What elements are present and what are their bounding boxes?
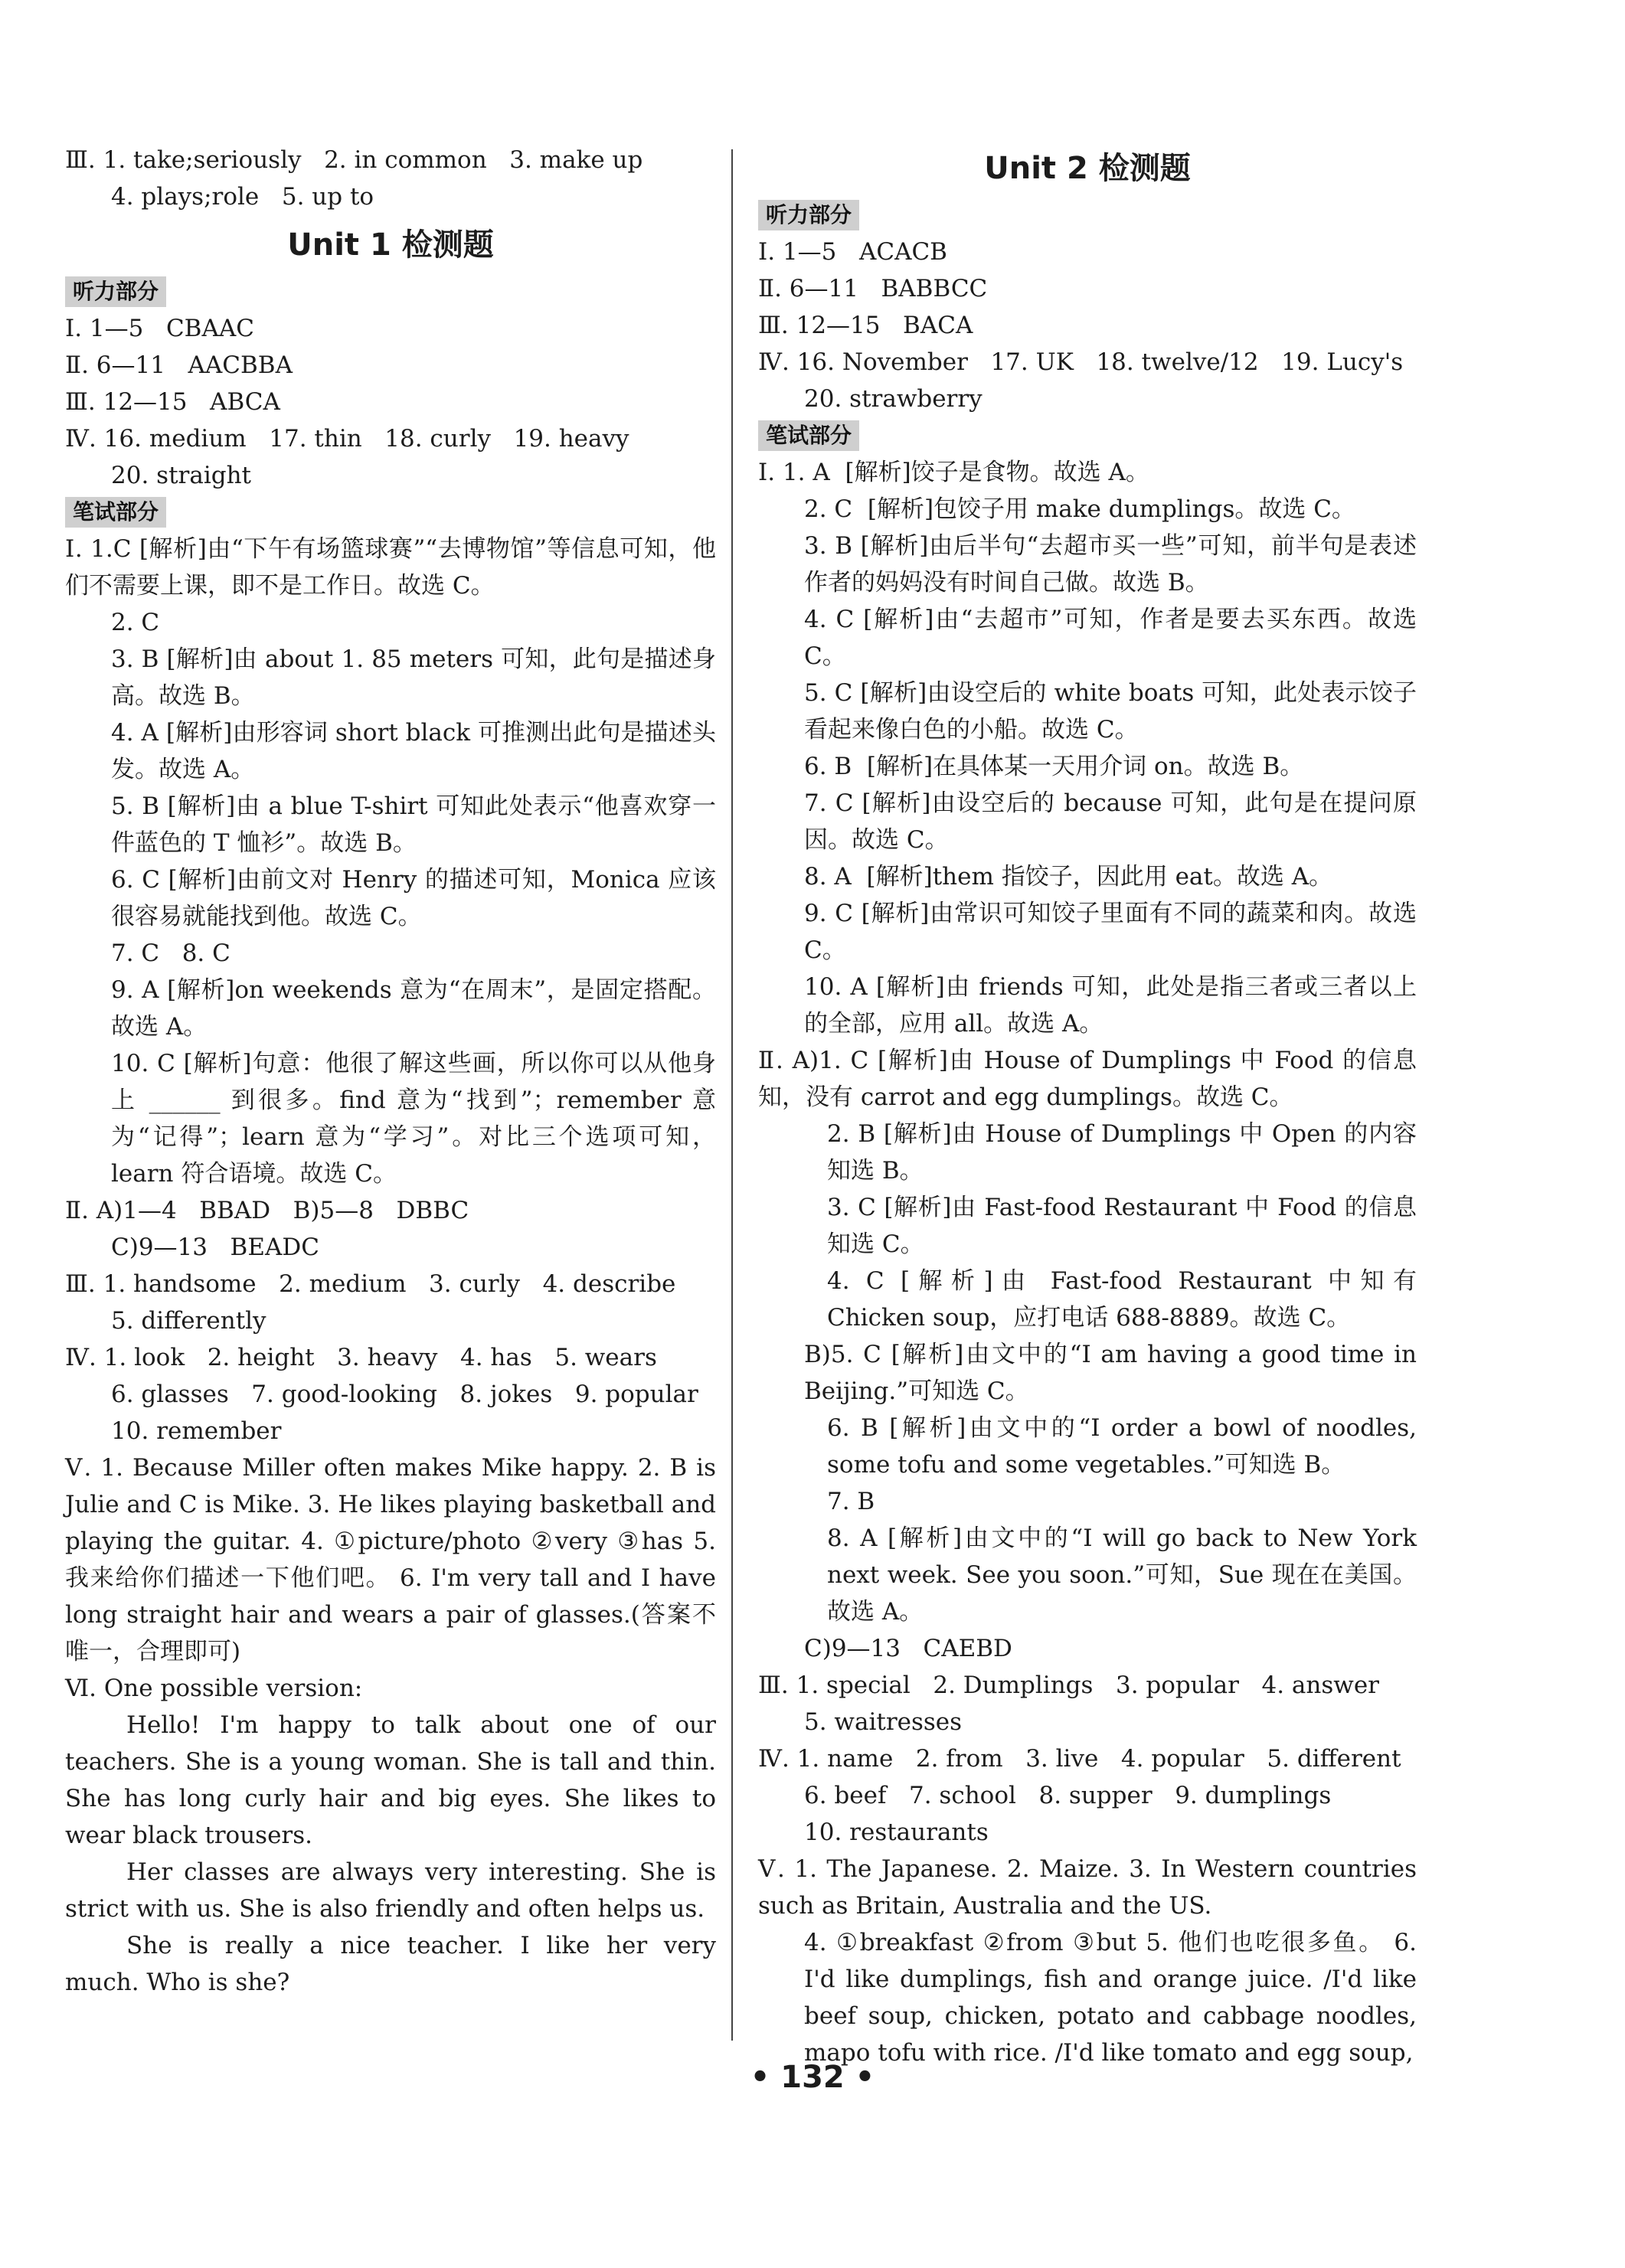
answer-item: B)5. C [解析]由文中的“I am having a good time in Beijing.”可知选 C。 [804, 1341, 1417, 1405]
listening-section-label: 听力部分 [65, 276, 166, 307]
answer-item: 10. C [解析]句意：他很了解这些画，所以你可以从他身上 ______ 到很多。find 意为“找到”；remember 意为“记得”；learn 意为“学习”。对比三个选项可知，learn 符合语境。故选 C。 [111, 1050, 716, 1188]
answer-line: Ⅱ. 6—11 AACBBA [65, 351, 293, 379]
answer-item: C)9—13 CAEBD [804, 1635, 1012, 1662]
answer-item: 6. beef 7. school 8. supper 9. dumplings [804, 1782, 1332, 1809]
written-section-label: 笔试部分 [65, 497, 166, 528]
answer-item: 10. A [解析]由 friends 可知，此处是指三者或三者以上的全部，应用 all。故选 A。 [804, 973, 1417, 1038]
answer-item: Ⅳ. 16. November 17. UK 18. twelve/12 19. Lucy's [758, 348, 1404, 376]
answer-item: 10. restaurants [804, 1819, 989, 1846]
answer-item: 8. A [解析]由文中的“I will go back to New York next week. See you soon.”可知，Sue 现在在美国。故选 A。 [827, 1525, 1417, 1626]
answer-item: Ⅲ. 1. handsome 2. medium 3. curly 4. describe [65, 1270, 676, 1298]
answer-item: 4. A [解析]由形容词 short black 可推测出此句是描述头发。故选 A。 [111, 719, 716, 783]
answer-item: Ⅴ. 1. The Japanese. 2. Maize. 3. In Western countries such as Britain, Australia and the US. [758, 1855, 1417, 1920]
answer-item: 7. C 8. C [111, 940, 231, 967]
sample-essay [65, 1707, 716, 2001]
essay-paragraph: Her classes are always very interesting. She is strict with us. She is also friendly and often helps us. [65, 1858, 716, 1923]
written-section-label: 笔试部分 [758, 420, 859, 451]
answer-item: Ⅱ. A)1. C [解析]由 House of Dumplings 中 Food 的信息知，没有 carrot and egg dumplings。故选 C。 [758, 1047, 1417, 1111]
answer-item: 9. A [解析]on weekends 意为“在周末”，是固定搭配。故选 A。 [111, 976, 716, 1041]
answer-line: Ⅳ. 16. medium 17. thin 18. curly 19. heavy [65, 425, 629, 453]
answer-item: 6. B [解析]在具体某一天用介词 on。故选 B。 [804, 753, 1304, 780]
answer-item: 3. C [解析]由 Fast-food Restaurant 中 Food 的信息知选 C。 [827, 1194, 1417, 1258]
answer-item: 10. remember [111, 1417, 282, 1445]
answer-item: 8. A [解析]them 指饺子，因此用 eat。故选 A。 [804, 863, 1333, 891]
answer-item: 5. waitresses [804, 1708, 963, 1736]
answer-item: Ⅴ. 1. Because Miller often makes Mike happy. 2. B is Julie and C is Mike. 3. He likes playing basketball and playing the guitar. 4. ①picture/photo ②very ③has 5. 我来给你们描述一下他们吧。 6. I'm very tall and I have long straight hair and wears a pair of glasses.(答案不唯一，合理即可) [65, 1454, 716, 1665]
answer-item: Ⅲ. 12—15 BACA [758, 312, 973, 339]
answer-item: 5. B [解析]由 a blue T-shirt 可知此处表示“他喜欢穿一件蓝色的 T 恤衫”。故选 B。 [111, 792, 716, 857]
answer-item: Ⅰ. 1—5 ACACB [758, 238, 947, 266]
answer-item: Ⅱ. A)1—4 BBAD B)5—8 DBBC [65, 1197, 469, 1224]
answer-item: 7. C [解析]由设空后的 because 可知，此句是在提问原因。故选 C。 [804, 789, 1417, 854]
answer-line: Ⅲ. 12—15 ABCA [65, 388, 280, 416]
written-answers [65, 531, 716, 1707]
answer-item: 6. B [解析]由文中的“I order a bowl of noodles, some tofu and some vegetables.”可知选 B。 [827, 1414, 1417, 1479]
right-column [758, 142, 1417, 2071]
answer-item: C)9—13 BEADC [111, 1234, 319, 1261]
answer-item: 6. glasses 7. good-looking 8. jokes 9. popular [111, 1381, 698, 1408]
essay-paragraph: Hello! I'm happy to talk about one of our teachers. She is a young woman. She is tall and thin. She has long curly hair and big eyes. She likes to wear black trousers. [65, 1711, 716, 1849]
listening-section-label: 听力部分 [758, 200, 859, 230]
answer-item: Ⅱ. 6—11 BABBCC [758, 275, 988, 302]
answer-item: Ⅵ. One possible version: [65, 1675, 363, 1702]
answer-item: Ⅳ. 1. name 2. from 3. live 4. popular 5. different [758, 1745, 1401, 1773]
answer-item: 20. strawberry [804, 385, 983, 413]
answer-item: Ⅰ. 1. A [解析]饺子是食物。故选 A。 [758, 459, 1149, 486]
answer-item: 4. C [解析]由 Fast-food Restaurant 中知有 Chicken soup，应打电话 688-8889。故选 C。 [827, 1267, 1417, 1332]
unit2-title: Unit 2 检测题 [984, 151, 1191, 186]
page-number: • 132 • [750, 2060, 875, 2095]
answer-line: Ⅰ. 1—5 CBAAC [65, 315, 254, 342]
answer-item: 5. C [解析]由设空后的 white boats 可知，此处表示饺子看起来像白色的小船。故选 C。 [804, 679, 1417, 743]
answer-item: 2. C [解析]包饺子用 make dumplings。故选 C。 [804, 495, 1355, 523]
answer-item: 2. B [解析]由 House of Dumplings 中 Open 的内容知选 B。 [827, 1120, 1417, 1185]
answer-item: Ⅰ. 1.C [解析]由“下午有场篮球赛”“去博物馆”等信息可知，他们不需要上课，即不是工作日。故选 C。 [65, 535, 716, 600]
answer-item: Ⅳ. 1. look 2. height 3. heavy 4. has 5. wears [65, 1344, 657, 1371]
answer-item: 6. C [解析]由前文对 Henry 的描述可知，Monica 应该很容易就能找到他。故选 C。 [111, 866, 716, 930]
answer-item: 4. ①breakfast ②from ③but 5. 他们也吃很多鱼。 6. I'd like dumplings, fish and orange juice. /I'd like beef soup, chicken, potato and cabbage noodles, mapo tofu with rice. /I'd like tomato and egg soup, [804, 1929, 1417, 2067]
listening-answers [758, 234, 1417, 417]
left-column [65, 142, 716, 2001]
answer-item: 4. C [解析]由“去超市”可知，作者是要去买东西。故选 C。 [804, 606, 1417, 670]
answer-item: 9. C [解析]由常识可知饺子里面有不同的蔬菜和肉。故选 C。 [804, 900, 1417, 964]
unit1-title: Unit 1 检测题 [287, 227, 494, 263]
answer-line: Ⅲ. 1. take;seriously 2. in common 3. make up [65, 146, 643, 174]
answer-line: 4. plays;role 5. up to [111, 183, 374, 211]
written-answers [758, 454, 1417, 2071]
answer-item: 2. C [111, 609, 160, 636]
essay-paragraph: She is really a nice teacher. I like her very much. Who is she? [65, 1932, 716, 1996]
answer-line: 20. straight [111, 462, 252, 489]
answer-item: Ⅲ. 1. special 2. Dumplings 3. popular 4. answer [758, 1672, 1379, 1699]
answer-item: 3. B [解析]由 about 1. 85 meters 可知，此句是描述身高。故选 B。 [111, 645, 716, 710]
answer-item: 7. B [827, 1488, 875, 1515]
answer-item: 3. B [解析]由后半句“去超市买一些”可知，前半句是表述作者的妈妈没有时间自己做。故选 B。 [804, 532, 1417, 596]
answer-item: 5. differently [111, 1307, 266, 1335]
column-divider [731, 149, 733, 2041]
